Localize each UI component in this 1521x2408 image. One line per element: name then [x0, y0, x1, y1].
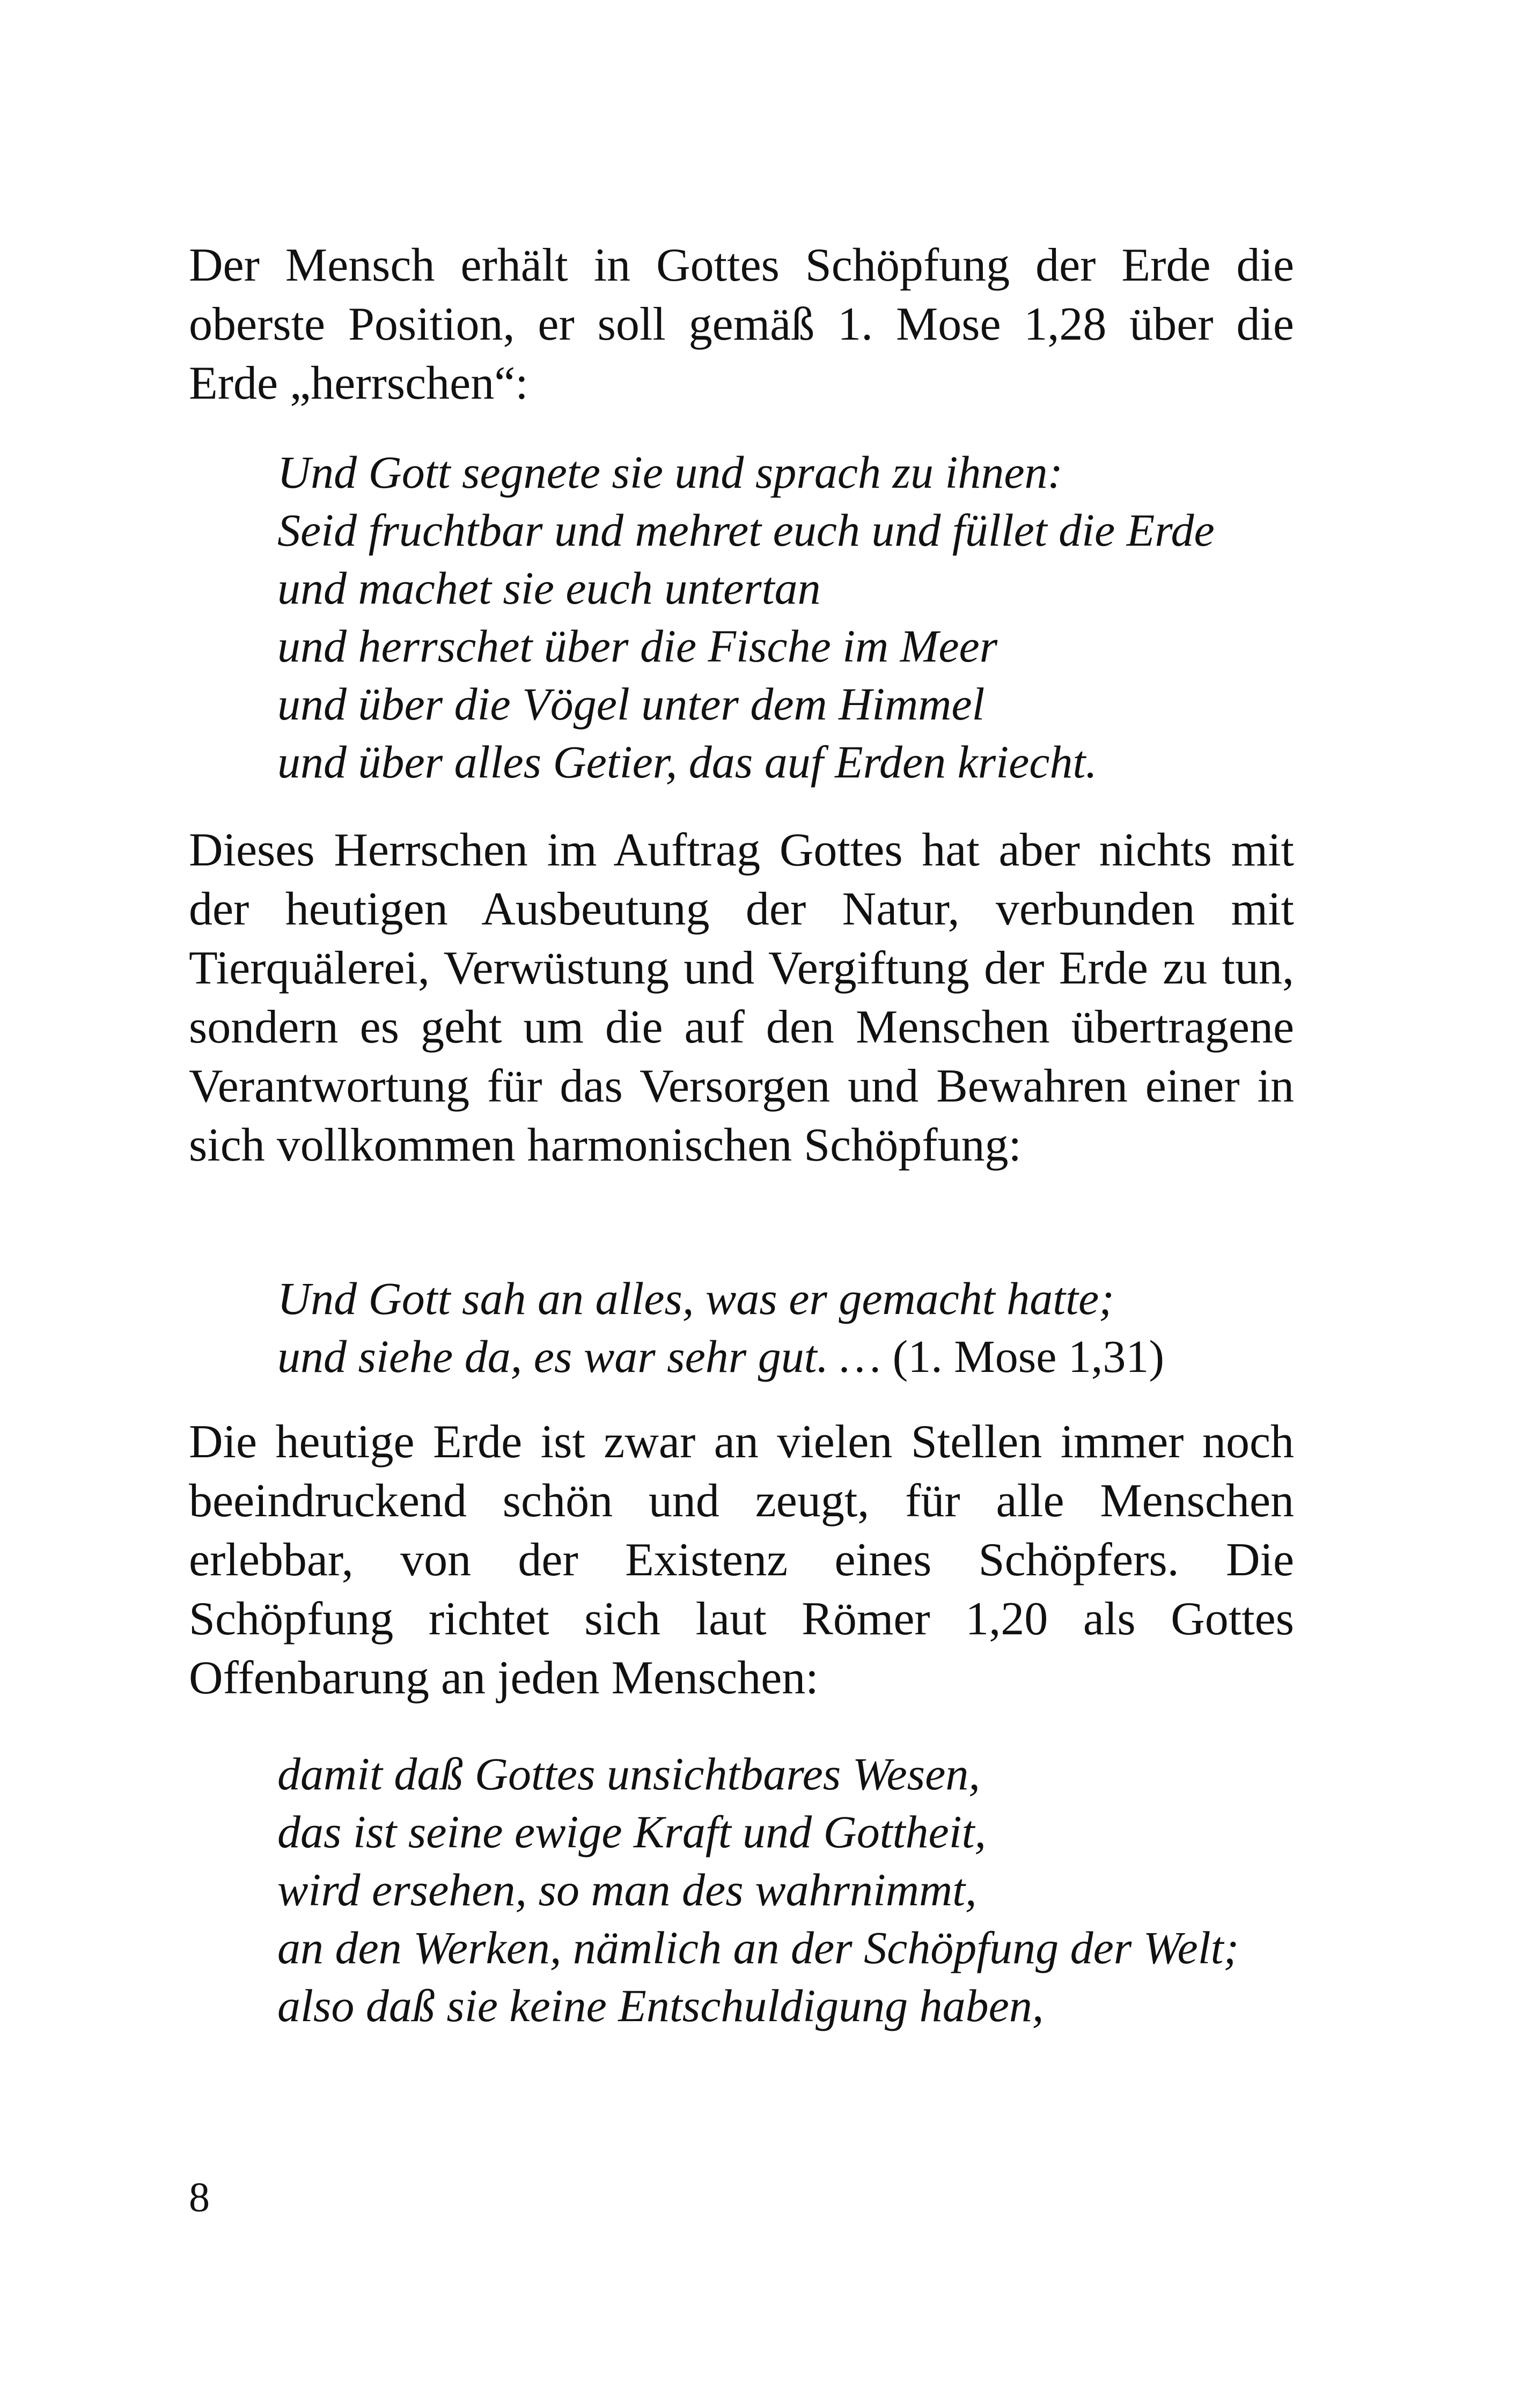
paragraph-dominion: Dieses Herrschen im Auftrag Gottes hat aber nichts mit der heutigen Ausbeutung der Natur, verbunden mit Tierquälerei, Verwüstung und Vergiftung der Erde zu tun, sondern es geht um die auf den Menschen übertragene Verantwortung für das Versorgen und Bewahren einer in sich vollkommen harmonischen Schöpfung:	[189, 824, 1294, 1171]
quote-line: und machet sie euch untertan	[277, 562, 821, 614]
quote-line: und über die Vögel unter dem Himmel	[277, 678, 985, 730]
quote-line: also daß sie keine Entschuldigung haben,	[277, 1980, 1044, 2031]
quote-line: damit daß Gottes unsichtbares Wesen,	[277, 1748, 980, 1800]
quote-line: und herrschet über die Fische im Meer	[277, 620, 998, 672]
quote-line: das ist seine ewige Kraft und Gottheit,	[277, 1806, 986, 1858]
paragraph-revelation: Die heutige Erde ist zwar an vielen Stellen immer noch beeindruckend schön und zeugt, für alle Menschen erlebbar, von der Existenz eines Schöpfers. Die Schöpfung richtet sich laut Römer 1,20 als Gottes Offenbarung an jeden Menschen:	[189, 1416, 1294, 1704]
quote-line: wird ersehen, so man des wahrnimmt,	[277, 1864, 977, 1915]
paragraph-intro: Der Mensch erhält in Gottes Schöpfung der Erde die oberste Position, er soll gemäß 1. Mose 1,28 über die Erde „herrschen“:	[189, 239, 1294, 409]
quote-romans-1-20	[277, 1745, 1340, 2035]
quote-line: Und Gott segnete sie und sprach zu ihnen:	[277, 446, 1063, 498]
quote-genesis-1-28	[277, 443, 1340, 791]
quote-text: und siehe da, es war sehr gut. …	[277, 1331, 881, 1382]
quote-line: und über alles Getier, das auf Erden kriecht.	[277, 736, 1097, 788]
page-number: 8	[189, 2174, 210, 2220]
quote-line: an den Werken, nämlich an der Schöpfung der Welt;	[277, 1922, 1239, 1973]
scripture-reference: (1. Mose 1,31)	[892, 1331, 1165, 1382]
quote-line: Seid fruchtbar und mehret euch und füllet die Erde	[277, 504, 1215, 556]
quote-genesis-1-31	[277, 1269, 1340, 1385]
quote-line: Und Gott sah an alles, was er gemacht hatte;	[277, 1273, 1114, 1324]
quote-line	[277, 1327, 1340, 1385]
